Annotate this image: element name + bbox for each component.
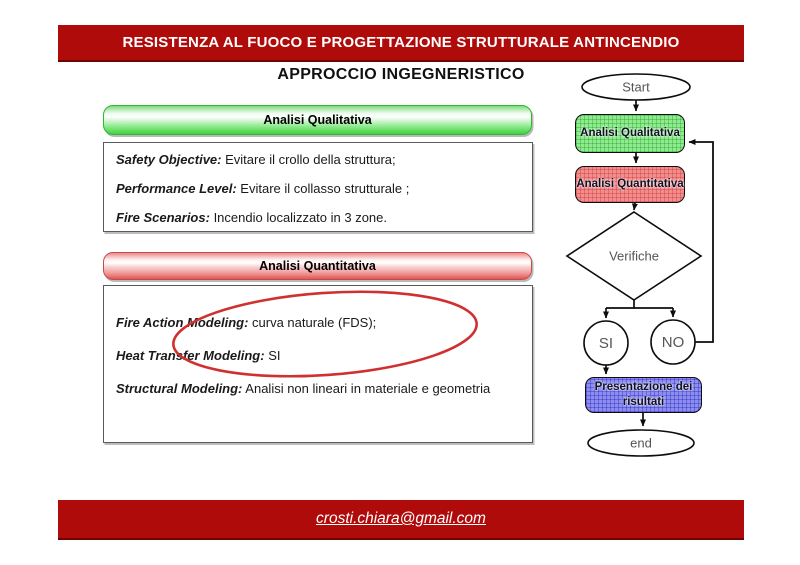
flowchart bbox=[550, 60, 790, 472]
safety-objective-line bbox=[116, 151, 520, 168]
safety-objective-text: Evitare il crollo della struttura; bbox=[225, 152, 396, 167]
fire-scenarios-line bbox=[116, 209, 520, 226]
banner-title: RESISTENZA AL FUOCO E PROGETTAZIONE STRUTTURALE ANTINCENDIO bbox=[122, 34, 680, 51]
connector-decision-split-left bbox=[606, 300, 634, 308]
flow-step-presentazione-risultati: Presentazione dei risultati bbox=[585, 377, 702, 413]
heat-transfer-label: Heat Transfer Modeling: bbox=[116, 348, 265, 363]
qualitative-box bbox=[103, 142, 533, 232]
page-title: APPROCCIO INGEGNERISTICO bbox=[277, 66, 525, 83]
performance-level-text: Evitare il collasso strutturale ; bbox=[240, 181, 410, 196]
footer-banner bbox=[58, 500, 744, 540]
quantitative-header: Analisi Quantitativa bbox=[103, 252, 532, 280]
heat-transfer-text: SI bbox=[268, 348, 281, 363]
fire-action-label: Fire Action Modeling: bbox=[116, 315, 249, 330]
start-label: Start bbox=[622, 79, 650, 95]
fire-action-text: curva naturale (FDS); bbox=[252, 315, 377, 330]
flow-step-analisi-qualitativa: Analisi Qualitativa bbox=[575, 114, 685, 153]
performance-level-label: Performance Level: bbox=[116, 181, 237, 196]
structural-modeling-text: Analisi non lineari in materiale e geometria bbox=[245, 381, 491, 396]
quantitative-box bbox=[103, 285, 533, 443]
performance-level-line bbox=[116, 180, 520, 197]
no-label: NO bbox=[661, 334, 685, 351]
structural-modeling-label: Structural Modeling: bbox=[116, 381, 243, 396]
fire-scenarios-text: Incendio localizzato in 3 zone. bbox=[213, 210, 388, 225]
heat-transfer-line bbox=[116, 347, 520, 364]
end-label: end bbox=[630, 435, 652, 451]
fire-scenarios-label: Fire Scenarios: bbox=[116, 210, 210, 225]
email-link[interactable]: crosti.chiara@gmail.com bbox=[316, 510, 486, 527]
decision-label: Verifiche bbox=[609, 248, 659, 264]
title-banner bbox=[58, 25, 744, 62]
arrow-quantitativa-to-decision bbox=[634, 203, 635, 210]
arrow-no-feedback-to-qualitativa bbox=[689, 142, 713, 342]
fire-action-line bbox=[116, 314, 520, 331]
qualitative-header: Analisi Qualitativa bbox=[103, 105, 532, 135]
safety-objective-label: Safety Objective: bbox=[116, 152, 222, 167]
flow-step-analisi-quantitativa: Analisi Quantitativa bbox=[575, 166, 685, 203]
si-label: SI bbox=[598, 335, 614, 352]
structural-modeling-line bbox=[116, 380, 520, 397]
